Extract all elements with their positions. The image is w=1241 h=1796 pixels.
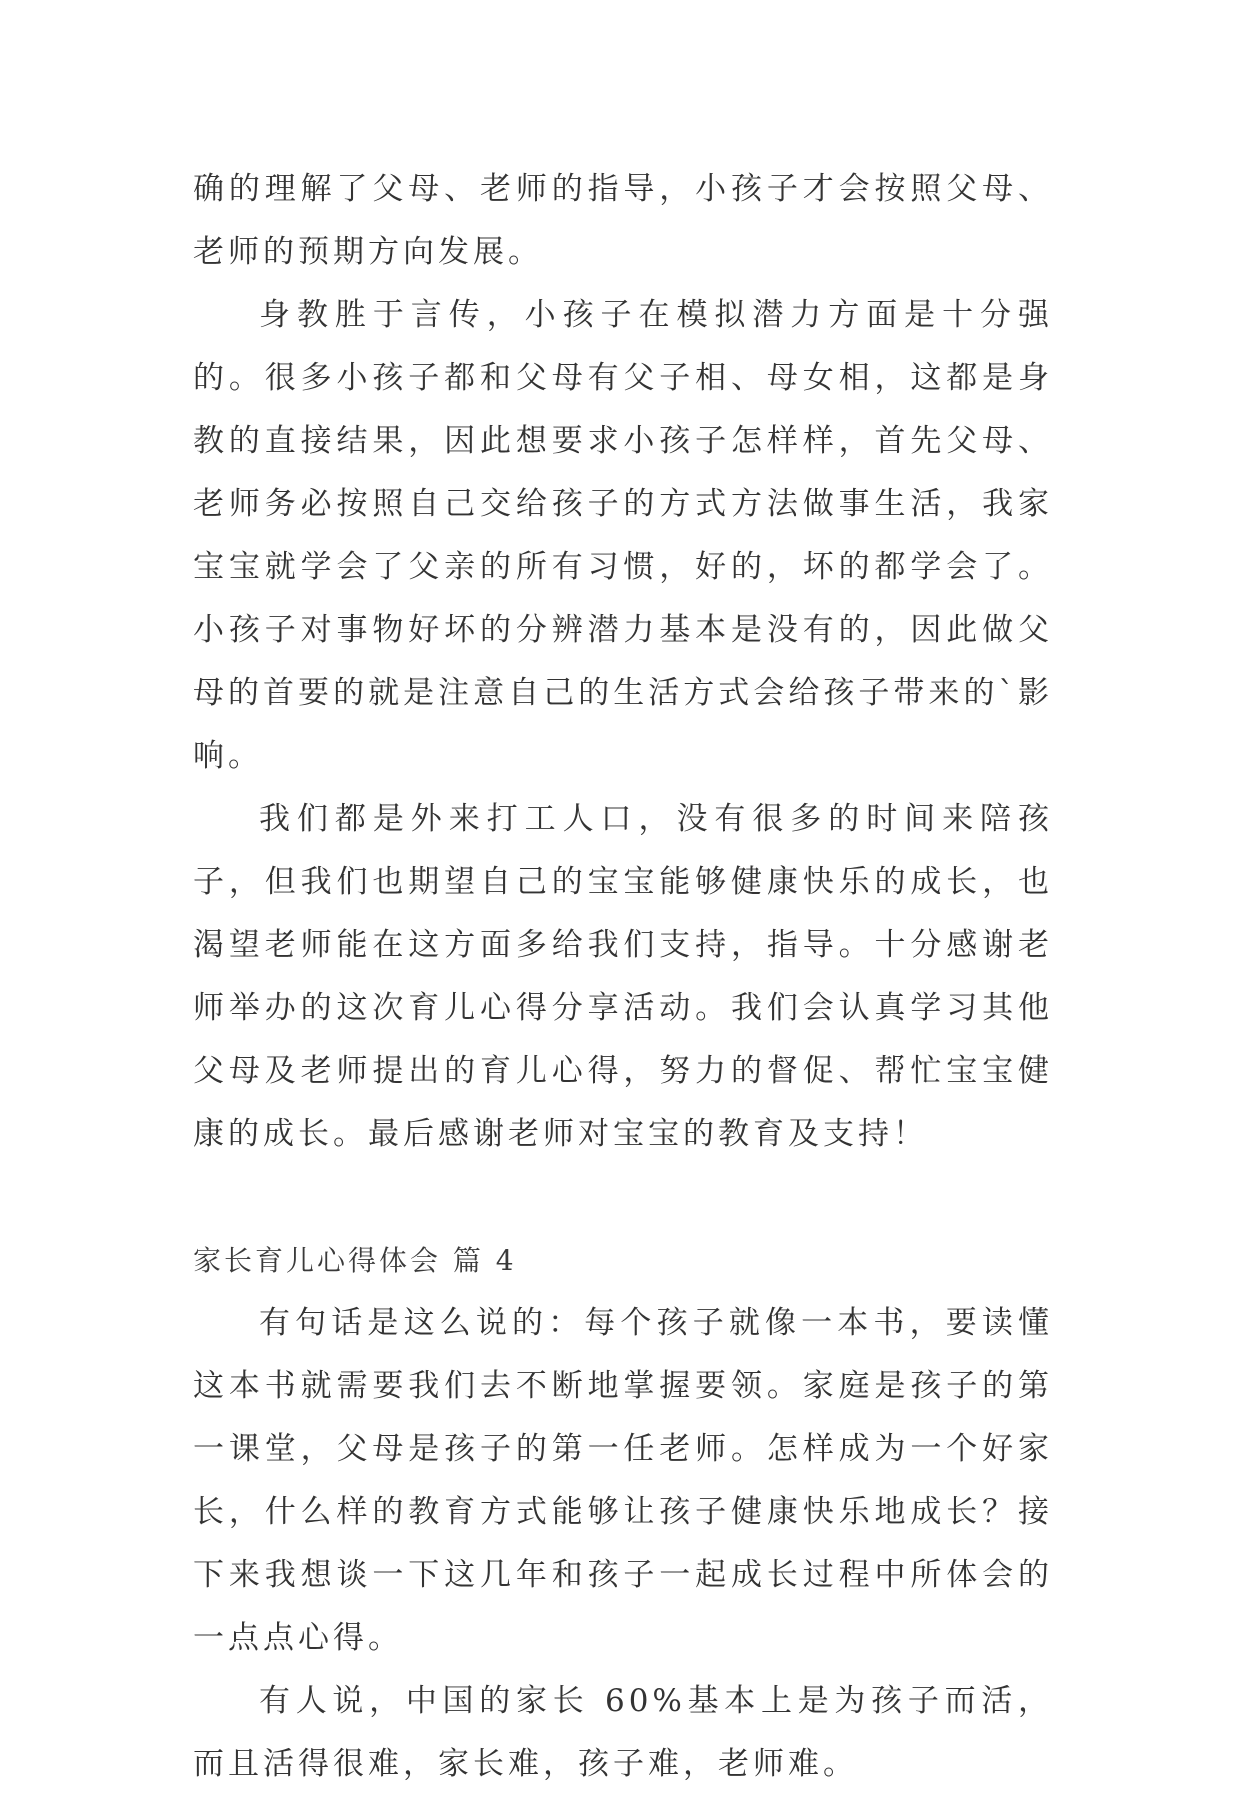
document-body	[193, 158, 1053, 1796]
paragraph-migrant-workers: 我们都是外来打工人口，没有很多的时间来陪孩子，但我们也期望自己的宝宝能够健康快乐的成长，也渴望老师能在这方面多给我们支持，指导。十分感谢老师举办的这次育儿心得分享活动。我们会认真学习其他父母及老师提出的育儿心得，努力的督促、帮忙宝宝健康的成长。最后感谢老师对宝宝的教育及支持！	[193, 801, 1053, 1152]
paragraph-parents-live-for-children: 有人说，中国的家长 60%基本上是为孩子而活，而且活得很难，家长难，孩子难，老师难。	[193, 1683, 1053, 1782]
section-heading: 家长育儿心得体会 篇 4	[193, 1244, 517, 1277]
paragraph-continuation: 确的理解了父母、老师的指导，小孩子才会按照父母、老师的预期方向发展。	[193, 171, 1053, 270]
paragraph-child-like-book: 有句话是这么说的：每个孩子就像一本书，要读懂这本书就需要我们去不断地掌握要领。家庭是孩子的第一课堂，父母是孩子的第一任老师。怎样成为一个好家长，什么样的教育方式能够让孩子健康快乐地成长？接下来我想谈一下这几年和孩子一起成长过程中所体会的一点点心得。	[193, 1305, 1053, 1656]
paragraph-example-by-conduct: 身教胜于言传，小孩子在模拟潜力方面是十分强的。很多小孩子都和父母有父子相、母女相，这都是身教的直接结果，因此想要求小孩子怎样样，首先父母、老师务必按照自己交给孩子的方式方法做事生活，我家宝宝就学会了父亲的所有习惯，好的，坏的都学会了。小孩子对事物好坏的分辨潜力基本是没有的，因此做父母的首要的就是注意自己的生活方式会给孩子带来的`影响。	[193, 297, 1053, 774]
